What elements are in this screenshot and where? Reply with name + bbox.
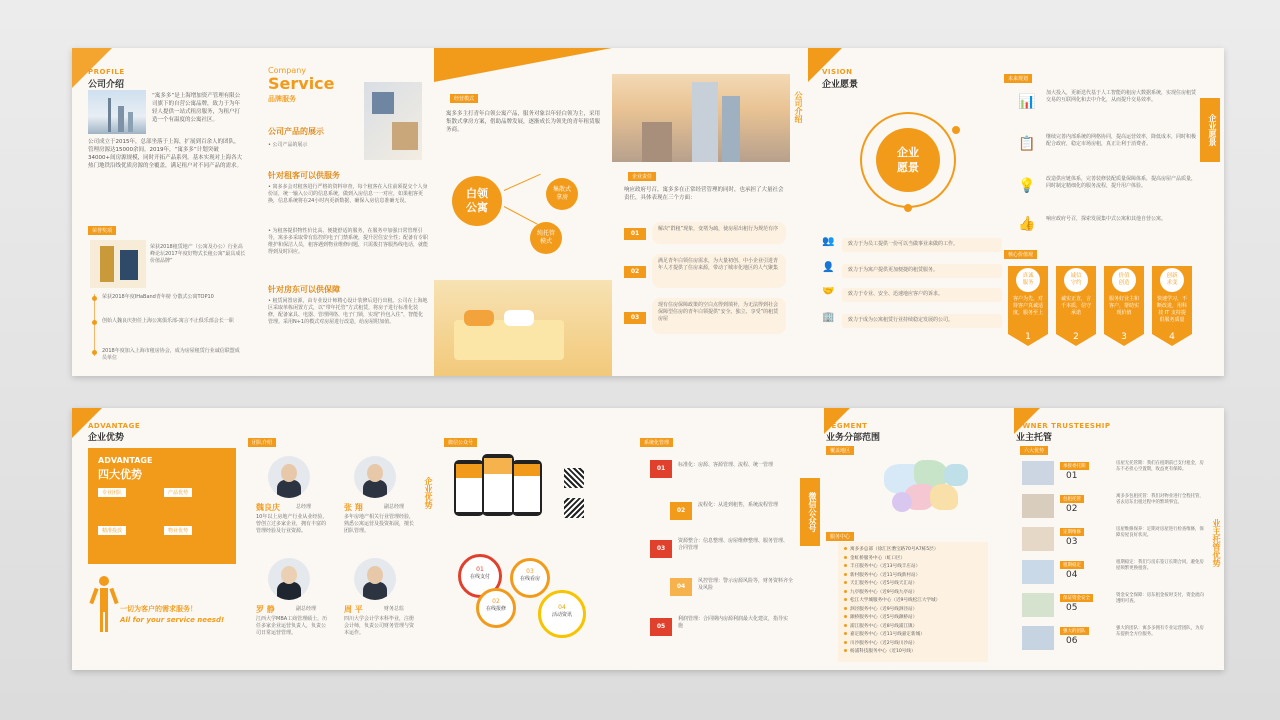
segment-title: 业务分部范围 [826,433,881,443]
owner-item-title: 保证资金安全 [1060,594,1093,602]
bubble-2-text: 在线报修 [485,606,506,612]
owner-item-num: 01 [1066,471,1078,481]
service-center-item [844,648,984,657]
bubble-3-text: 在线看房 [519,576,540,582]
bullet-icon [844,641,847,644]
duty-row-2-text: 满足青年白领住房需求，为大量初创、中小企业引进青年人才提供了住房来源，带动了城市化地区的人气聚集 [658,258,779,271]
advantage-title: 企业优势 [88,433,125,443]
bubble-3-num: 03 [526,568,534,575]
owner-item-title: 强大的团队 [1060,627,1089,635]
duty-num-1: 01 [624,228,646,240]
service-center-text: 嘉定服务中心（近11号线嘉定新城） [850,632,925,637]
plan-2: 继续完善内部系统的网格协同，提高运营效率，降低成本，同时积极配合政府，稳定市场房租，真正让利于消费者。 [1046,134,1197,147]
advantage-panel [72,408,244,670]
avatar-4 [354,558,396,600]
owner-item-photo [1022,527,1054,551]
service-center-item [844,555,984,564]
values-label: 核心价值观 [1004,250,1037,259]
brochure-bottom-sheet [72,408,1224,670]
service-p3: • 租赁闲置房源，由专业设计师精心设计装修后进行出租。公司在上海地区采取单栋闲置方式，以“带年托管”方式租赁，将房子进行标准化装修，配备家具、电器、管理网络、电子门锁，实现“拎包入住”，智能化管理。采用N+1的模式对房屋进行改造，给房屋附加值。 [268,298,428,325]
value-2-title: 诚信 守约 [1064,268,1088,292]
wechat-panel [434,408,634,670]
owner-item-num: 02 [1066,504,1078,514]
mode-label: 经营模式 [450,94,478,103]
value-3-title: 价值 创造 [1112,268,1136,292]
building-icon: 🏢 [822,312,835,323]
service-center-text: 浦江服务中心（近8号线浦江镇） [850,623,918,629]
service-center-item [844,606,984,615]
owner-en: OWNER TRUSTEESHIP [1016,422,1111,430]
member-4-desc: 四川大学会计学本科毕业，注册会计师，负责公司财务管理与资本运作。 [344,616,415,636]
service-center-item [844,614,984,623]
mode-top-band [434,48,612,82]
owner-item-title: 包租托管 [1060,495,1084,503]
service-h3: 针对房东可以供保障 [268,285,340,294]
value-4-num: 4 [1169,332,1175,342]
owner-item-desc: 寓多多包租托管：我们对物业进行全程托管，省去房东出租过程中的繁琐事宜。 [1116,494,1204,505]
bubble-4-num: 04 [558,604,566,611]
service-center-text: 杨浦科技服务中心（近10号线） [850,649,916,654]
bubble-3 [510,558,550,598]
mgmt-num-3: 03 [650,540,672,558]
wechat-label: 微信公众号 [444,438,477,447]
value-3-desc: 服务好业主和客户，帮助实现价值 [1108,296,1139,316]
wechat-vtab: 微信公众号 [800,478,820,546]
bullet-icon [844,590,847,593]
profile-title: 公司介绍 [88,80,125,90]
duty-row-3 [652,298,786,334]
avatar-2 [354,456,396,498]
owner-item-num: 05 [1066,603,1078,613]
mgmt-label: 系统化管理 [640,438,673,447]
presentation-icon: 📋 [1018,136,1036,152]
mgmt-num-2: 02 [670,502,692,520]
advantage-box [88,448,236,564]
goal-row-2 [842,264,1002,278]
mgmt-num-5: 05 [650,618,672,636]
owner-item-photo [1022,560,1054,584]
member-4-name: 周 平 [344,605,363,614]
profile-para2: 公司成立于2015年，总部坐落于上海，扩展到百余人的团队，管理房源达15000余间。2019年，“寓多多”计划突破34000+间房源规模，同时开拓产品系列。基本实现对上海各大热门地铁沿线优质房源的全覆盖，满足租户对不同产品的需求。 [88,139,243,169]
service-en-big: Service [268,74,335,93]
mgmt-row-3: 资源整合：信息整理、房屋维修整理、服务管理、合同管理 [678,538,789,551]
room-photo [364,82,422,160]
bubble-4 [538,590,586,638]
owner-item [1020,524,1206,557]
bullet-icon [844,547,847,550]
duty-num-2: 02 [624,266,646,278]
advantage-box-en: ADVANTAGE [98,456,153,465]
owner-item-desc: 房屋无托管期：我们在租期前已支付租金，房东不必担心空置期，收益更有保障。 [1116,461,1204,472]
owner-item-num: 03 [1066,537,1078,547]
value-4-desc: 快速学习，不断改进，用科技 IT 支持提供服务质量 [1156,296,1187,323]
owner-item [1020,623,1206,656]
owner-panel [1014,408,1224,670]
service-center-item [844,597,984,606]
owner-item-photo [1022,593,1054,617]
bedroom-photo [434,280,612,376]
plan-3: 改造供应链体系，完善装修装配质量保障体系，提高房屋产品质量，同时制定精细化的服务流程，提升用户体验。 [1046,176,1197,189]
owner-item-photo [1022,494,1054,518]
mgmt-num-1: 01 [650,460,672,478]
node-trusteeship: 纯托管 模式 [530,222,562,254]
handshake-icon: 🤝 [822,286,835,297]
member-2-role: 副总经理 [384,504,405,510]
shanghai-map [874,454,974,524]
bullet-icon [844,581,847,584]
owner-item-photo [1022,461,1054,485]
service-center-item [844,546,984,555]
service-p2b: • 为租客提供物性价比高、便捷舒适的服务，在服务中加强日常管理引导，寓多多采取带有监控的电子门禁系统，提升居住安全性；配备有专职维护和保洁人员，租客遇到物业维修问题，只需拨打客服热线电话，就能得到及时回应。 [268,228,429,255]
owner-item [1020,557,1206,590]
owner-item [1020,491,1206,524]
service-center-item [844,589,984,598]
team-vtab: 企业优势 [424,477,433,509]
brochure-top-sheet [72,48,1224,376]
goal-row-1 [842,238,1002,252]
value-2-num: 2 [1073,332,1079,342]
service-center-text: 泗泾服务中心（近9号线泗泾站） [850,606,918,612]
person-figure-icon [92,576,116,636]
owner-item-desc: 房屋维修保养：定期对房屋进行检查维修，保障房屋良好状况。 [1116,527,1204,538]
plan-4: 响应政府号召，探索发展集中式公寓和其他自营公寓。 [1046,216,1167,222]
value-3-num: 3 [1121,332,1127,342]
duty-row-3-text: 现有住房保障政策的空白点得到填补，为无法得到社会保障型住房的青年白领提供“安全、独立、享受”的租赁房屋 [658,302,779,322]
award-text: 荣获2018租赁地产（公寓及办公）行业高峰论坛2017年度好物式长租公寓“最具成长价值品牌” [150,244,246,264]
goal-3-text: 致力于专业、安全、迅速地应客户的诉求。 [848,291,944,297]
mgmt-num-4: 04 [670,578,692,596]
bullet-icon [844,615,847,618]
service-center-item [844,623,984,632]
owner-item-photo [1022,626,1054,650]
member-4-role: 财务总监 [384,606,405,612]
mgmt-row-2: 流程化：从进到租售，系统流程管理 [698,502,779,508]
adv-tag-team: 专业团队 [98,488,126,497]
bullet-icon [844,564,847,567]
node-scattered: 集散式 拿房 [546,178,578,210]
service-h2: 针对租客可以供服务 [268,171,340,180]
mode-text: 寓多多主打青年白领公寓产品，服务对象以年轻白领为主，采用集散式拿房方案，借助品牌发展，逐渐成长为领先的青年租赁服务商。 [446,111,601,133]
owner-item-title: 定期维修 [1060,528,1084,536]
goal-2-text: 致力于为寓户提供更加便捷的租赁服务。 [848,267,939,273]
bullet-icon [844,649,847,652]
thumbs-up-icon: 👍 [1018,216,1036,232]
vision-panel [808,48,1224,376]
duty-intro: 响应政府号召，寓多多在正常经营管理的同时，也承担了大量社会责任，具体表现在三个方面： [624,187,784,201]
phone-mockup-2 [482,454,514,516]
bullet-icon [844,556,847,559]
owner-item-num: 06 [1066,636,1078,646]
map-label: 覆盖地区 [826,446,854,455]
timeline-line [94,294,95,356]
mgmt-row-4: 风控管理：警示房源风险等，财务资料齐全及风险 [698,578,794,591]
duty-row-2 [652,254,786,288]
future-label: 未来规划 [1004,74,1032,83]
duty-num-3: 03 [624,312,646,324]
duty-panel [612,48,804,376]
duty-label: 企业责任 [628,172,656,181]
customer-icon: 👤 [822,262,835,273]
goal-4-text: 致力于成为公寓租赁行业持续稳定发展的公司。 [848,317,954,323]
mode-panel [434,48,612,376]
service-center-item [844,640,984,649]
trophy-photo [90,240,146,288]
honor-label: 荣誉奖项 [88,226,116,235]
profile-en: PROFILE [88,68,125,76]
mgmt-row-5: 利润管理：合同期内房源利润最大化建议，指导实施 [678,616,789,629]
member-3-desc: 江西大学MBA工商管理硕士，历任多家企业运营负责人，负责公司日常运营管理。 [256,616,328,636]
service-center-text: 新村服务中心（近11号线新村站） [850,572,921,578]
plan-1: 加大投入，更新迭代基于人工智能的租房大数据系统，实现住房租赁交易的互联网化和去中介化，从而提升交易效率。 [1046,90,1197,103]
member-2-name: 张 翔 [344,503,363,512]
team-label: 团队介绍 [248,438,276,447]
duty-row-1 [652,222,786,244]
owner-item-desc: 强大的团队：寓多多拥有专业运营团队，为房东提供全方位服务。 [1116,626,1204,637]
service-b1: • 公司产品的展示 [268,142,308,148]
owner-list [1020,458,1206,656]
adv-tag-product: 产品优势 [164,488,192,497]
vision-core: 企业 愿景 [876,128,940,192]
management-panel [634,408,824,670]
bubble-2 [476,588,516,628]
member-1-name: 魏良庆 [256,503,280,512]
bullet-icon [844,573,847,576]
owner-item-num: 04 [1066,570,1078,580]
profile-panel [72,48,256,376]
advantage-en: ADVANTAGE [88,422,141,430]
profile-para1: “寓多多”是上海增加资产管理有限公司旗下的自营公寓品牌，致力于为年轻人提供一站式租房服务，为租户打造一个有温度的公寓社区。 [152,93,241,123]
adv-tag-property: 物业优势 [164,526,192,535]
owner-item [1020,458,1206,491]
bubble-1-text: 在线支付 [469,574,490,580]
chart-icon: 📊 [1018,94,1036,110]
value-2-desc: 诚实正直，言千本质，信守承诺 [1060,296,1091,316]
vision-title: 企业愿景 [822,80,859,90]
service-center-text: 九亭服务中心（近9号线九亭站） [850,589,918,595]
phone-mockup-3 [512,460,542,516]
bullet-icon [844,632,847,635]
center-list [844,546,984,657]
avatar-1 [268,456,310,498]
team-panel [244,408,434,670]
bullet-icon [844,598,847,601]
adv-tag-targeting: 精准投放 [98,526,126,535]
service-center-item [844,631,984,640]
service-title: 品牌服务 [268,95,296,103]
honor-item-2: 创始人魏良庆担任上海公寓俱乐部-寓言不止俱乐部会长一职 [102,318,234,324]
vision-vtab: 企业愿景 [1200,98,1220,162]
bullet-icon [844,607,847,610]
service-center-item [844,572,984,581]
service-center-item [844,563,984,572]
service-center-text: 川沙服务中心（近2号线川沙站） [850,640,918,646]
owner-item-title: 承接委托期 [1060,462,1089,470]
service-center-text: 金虹桥服务中心（虹口区） [850,555,906,561]
member-3-role: 副总经理 [296,606,317,612]
duty-vlabel: 公司介绍 [794,91,803,123]
service-h1: 公司产品的展示 [268,127,324,136]
avatar-3 [268,558,310,600]
qr-code-2 [564,498,584,518]
slogan-cn: 一切为客户的需求服务！ [120,605,197,613]
owner-item-desc: 租期稳定：我们与房东签订长期合同，避免房屋频繁更换租客。 [1116,560,1204,571]
vision-en: VISION [822,68,853,76]
value-1-num: 1 [1025,332,1031,342]
member-2-desc: 多年房地产相关行业管理经验，熟悉公寓运营及投资拓展，擅长团队管理。 [344,514,415,534]
value-4-title: 创新 求变 [1160,268,1184,292]
goal-row-4 [842,314,1002,328]
center-label: 服务中心 [826,532,854,541]
honor-item-3: 2018年度加入上海市租房协会，成为房屋租赁行业诚信联盟成员单位 [102,348,240,361]
core-node-white-collar: 白领 公寓 [452,176,502,226]
goal-row-3 [842,288,1002,302]
service-panel [260,48,434,376]
service-center-text: 丰庄服务中心（近13号线丰庄站） [850,564,921,569]
phone-mockup-1 [454,460,484,516]
member-3-name: 罗 静 [256,605,275,614]
owner-item [1020,590,1206,623]
segment-panel [824,408,1014,670]
service-center-item [844,580,984,589]
value-1-title: 真诚 服务 [1016,268,1040,292]
owner-item-title: 租期稳定 [1060,561,1084,569]
bullet-icon [844,624,847,627]
qr-code-1 [564,468,584,488]
bubble-4-text: 活动资讯 [551,612,572,618]
staff-icon: 👥 [822,236,835,247]
owner-vtab: 业主托管优势 [1212,519,1221,567]
city-skyline-photo [88,90,146,134]
duty-row-1-text: 解决“群租”现象，变堵为疏，使房屋出租行为规范有序 [658,226,779,232]
owner-label: 六大优势 [1020,446,1048,455]
city-photo [612,74,790,162]
member-1-role: 总经理 [296,504,312,510]
slogan-en: All for your service neesd! [120,616,225,624]
goal-1-text: 致力于为员工提供一份可以当做事业来做的工作。 [848,241,959,247]
value-1-desc: 客户为先，对待客户真诚适度，服务至上 [1012,296,1043,316]
service-center-text: 寓多多总部（徐汇区漕宝路70号A7栋5层） [850,547,939,552]
service-center-text: 天汇服务中心（近5号线天汇站） [850,581,918,586]
service-p2a: • 寓多多会对租客进行严格的资料审查，每个租客在入住前须提交个人身份证，统一输入公司的信息系统，做到入房信息一一对应，如果租客更换，信息系统将在24小时内更新数据，确保入房信息准确无误。 [268,184,428,204]
honor-item-1: 荣获2018年度IHaBand青年榜 分散式公寓TOP10 [102,294,214,300]
bubble-1-num: 01 [476,566,484,573]
mgmt-row-1: 标准化：房源、客源管理、流程、统一管理 [678,462,774,468]
service-en-small: Company [268,66,307,75]
segment-en: SEGMENT [826,422,868,430]
bubble-2-num: 02 [492,598,500,605]
lightbulb-icon: 💡 [1018,178,1036,194]
owner-title: 业主托管 [1016,433,1053,443]
member-1-desc: 10年以上房地产行业从业经验，曾创立过多家企业，拥有丰富的管理经验及行业资源。 [256,514,328,534]
owner-item-desc: 资金安全保障：房东租金按时支付，资金流向透明可查。 [1116,593,1204,604]
service-center-text: 颛桥服务中心（近5号线颛桥站） [850,615,918,620]
advantage-box-cn: 四大优势 [98,468,142,481]
service-center-text: 松江大学城服务中心（近9号线松江大学城） [850,598,941,603]
